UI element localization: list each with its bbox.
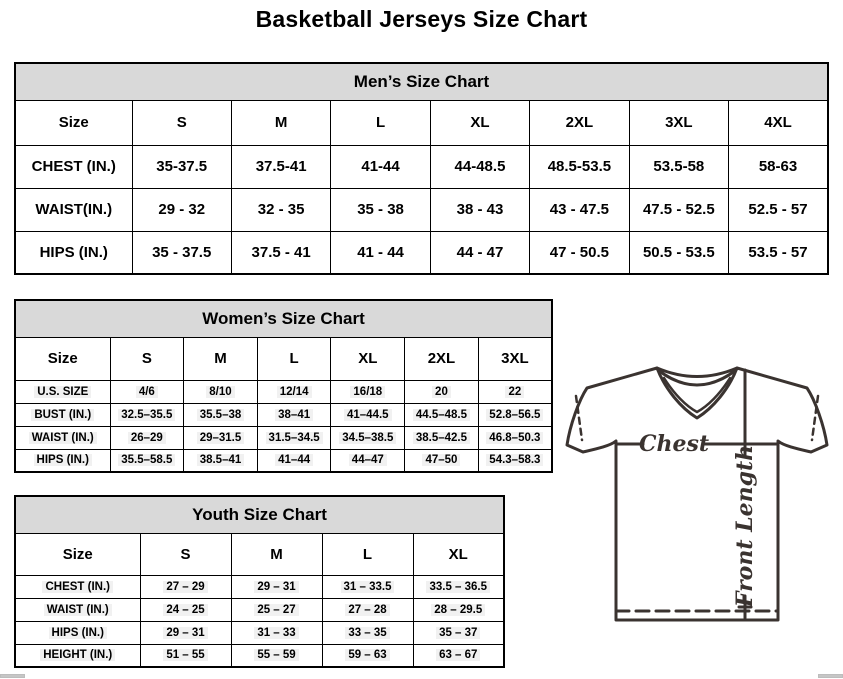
cell-text: 38–41 — [275, 409, 313, 421]
size-cell — [231, 644, 322, 667]
table-title: Men’s Size Chart — [15, 63, 828, 100]
column-header: S — [140, 533, 231, 575]
table-row — [15, 598, 504, 621]
table-row — [15, 188, 828, 231]
cell-text: 38.5–42.5 — [413, 432, 470, 444]
cell-text: 4/6 — [136, 386, 158, 398]
size-cell — [184, 426, 258, 449]
row-label — [15, 598, 140, 621]
size-cell — [184, 380, 258, 403]
column-header: 3XL — [478, 337, 552, 380]
chest-label: Chest — [638, 431, 710, 457]
size-cell — [140, 644, 231, 667]
column-header: 3XL — [629, 100, 728, 145]
size-cell: 32 - 35 — [231, 188, 330, 231]
column-header: M — [231, 100, 330, 145]
cell-text: HIPS (IN.) — [34, 454, 92, 466]
size-cell: 47.5 - 52.5 — [629, 188, 728, 231]
table-title-row — [15, 496, 504, 533]
cell-text: 27 – 28 — [345, 604, 389, 616]
cell-text: 35.5–38 — [197, 409, 245, 421]
column-header: XL — [430, 100, 529, 145]
row-label — [15, 426, 110, 449]
table-title-row — [15, 63, 828, 100]
size-cell — [257, 426, 331, 449]
column-header: XL — [413, 533, 504, 575]
cell-text: U.S. SIZE — [34, 386, 91, 398]
size-cell — [478, 449, 552, 472]
cell-text: 59 – 63 — [345, 649, 389, 661]
size-cell — [322, 644, 413, 667]
column-header: 4XL — [729, 100, 828, 145]
size-cell — [140, 598, 231, 621]
scrollbar-thumb-left[interactable] — [0, 674, 25, 678]
cell-text: 29 – 31 — [163, 627, 207, 639]
size-cell: 44 - 47 — [430, 231, 529, 274]
size-cell — [110, 380, 184, 403]
row-label: HIPS (IN.) — [15, 231, 132, 274]
row-label: CHEST (IN.) — [15, 145, 132, 188]
size-cell: 53.5-58 — [629, 145, 728, 188]
column-header: L — [257, 337, 331, 380]
size-cell — [331, 380, 405, 403]
size-cell: 43 - 47.5 — [530, 188, 629, 231]
womens-size-table — [14, 299, 553, 473]
cell-text: 35.5–58.5 — [118, 454, 175, 466]
column-header: 2XL — [405, 337, 479, 380]
size-cell: 35 - 37.5 — [132, 231, 231, 274]
size-cell: 35-37.5 — [132, 145, 231, 188]
column-header: S — [110, 337, 184, 380]
size-cell: 52.5 - 57 — [729, 188, 828, 231]
size-cell: 35 - 38 — [331, 188, 430, 231]
row-label — [15, 380, 110, 403]
row-label — [15, 403, 110, 426]
cell-text: 33 – 35 — [345, 627, 389, 639]
cell-text: 63 – 67 — [436, 649, 480, 661]
size-cell — [257, 449, 331, 472]
cell-text: 47–50 — [422, 454, 460, 466]
size-cell — [110, 426, 184, 449]
cell-text: 41–44 — [275, 454, 313, 466]
size-cell — [231, 575, 322, 598]
size-cell — [110, 403, 184, 426]
size-cell: 29 - 32 — [132, 188, 231, 231]
size-cell — [413, 621, 504, 644]
cell-text: WAIST (IN.) — [29, 432, 97, 444]
cell-text: 44–47 — [349, 454, 387, 466]
table-row — [15, 231, 828, 274]
row-label — [15, 575, 140, 598]
size-cell: 47 - 50.5 — [530, 231, 629, 274]
cell-text: 41–44.5 — [344, 409, 392, 421]
mens-size-table — [14, 62, 829, 275]
size-cell — [331, 403, 405, 426]
cell-text: 27 – 29 — [163, 581, 207, 593]
size-cell — [331, 449, 405, 472]
collar-arc-outer — [657, 368, 737, 377]
front-length-label: Front Length — [732, 444, 758, 608]
cell-text: HIPS (IN.) — [49, 627, 107, 639]
size-cell — [413, 644, 504, 667]
size-cell — [140, 621, 231, 644]
cell-text: 31 – 33.5 — [341, 581, 395, 593]
size-cell: 53.5 - 57 — [729, 231, 828, 274]
size-cell — [140, 575, 231, 598]
cell-text: 16/18 — [350, 386, 385, 398]
table-row — [15, 145, 828, 188]
size-cell — [184, 449, 258, 472]
cell-text: WAIST (IN.) — [44, 604, 112, 616]
size-cell — [478, 403, 552, 426]
cell-text: 29 – 31 — [254, 581, 298, 593]
size-cell: 44-48.5 — [430, 145, 529, 188]
cell-text: 54.3–58.3 — [486, 454, 543, 466]
table-title-row — [15, 300, 552, 337]
row-label — [15, 644, 140, 667]
cell-text: 35 – 37 — [436, 627, 480, 639]
column-header: XL — [331, 337, 405, 380]
row-label: WAIST(IN.) — [15, 188, 132, 231]
size-header-row — [15, 100, 828, 145]
size-corner-header: Size — [15, 100, 132, 145]
table-row — [15, 403, 552, 426]
table-row — [15, 575, 504, 598]
youth-size-table — [14, 495, 505, 668]
size-corner-header: Size — [15, 337, 110, 380]
cell-text: BUST (IN.) — [31, 409, 94, 421]
size-cell — [184, 403, 258, 426]
column-header: L — [322, 533, 413, 575]
size-cell: 37.5 - 41 — [231, 231, 330, 274]
cell-text: 55 – 59 — [254, 649, 298, 661]
cell-text: 8/10 — [206, 386, 234, 398]
size-cell — [331, 426, 405, 449]
table-row — [15, 426, 552, 449]
cell-text: 24 – 25 — [163, 604, 207, 616]
cell-text: 51 – 55 — [163, 649, 207, 661]
size-header-row — [15, 533, 504, 575]
size-corner-header: Size — [15, 533, 140, 575]
size-cell — [231, 621, 322, 644]
table-title: Youth Size Chart — [15, 496, 504, 533]
cell-text: 34.5–38.5 — [339, 432, 396, 444]
size-cell: 38 - 43 — [430, 188, 529, 231]
page-title: Basketball Jerseys Size Chart — [255, 6, 588, 32]
column-header: M — [184, 337, 258, 380]
size-cell: 58-63 — [729, 145, 828, 188]
size-cell: 41 - 44 — [331, 231, 430, 274]
size-cell — [110, 449, 184, 472]
column-header: S — [132, 100, 231, 145]
cell-text: 31.5–34.5 — [266, 432, 323, 444]
scrollbar-thumb-right[interactable] — [818, 674, 843, 678]
cell-text: 31 – 33 — [254, 627, 298, 639]
cell-text: 32.5–35.5 — [118, 409, 175, 421]
size-cell — [405, 403, 479, 426]
column-header: L — [331, 100, 430, 145]
size-cell — [405, 426, 479, 449]
size-cell — [322, 575, 413, 598]
cell-text: 25 – 27 — [254, 604, 298, 616]
table-row — [15, 621, 504, 644]
size-cell — [478, 380, 552, 403]
cell-text: 28 – 29.5 — [431, 604, 485, 616]
table-row — [15, 644, 504, 667]
cell-text: HEIGHT (IN.) — [40, 649, 115, 661]
size-cell — [478, 426, 552, 449]
cell-text: 20 — [432, 386, 451, 398]
size-cell — [231, 598, 322, 621]
size-cell: 37.5-41 — [231, 145, 330, 188]
size-cell — [413, 575, 504, 598]
size-header-row — [15, 337, 552, 380]
jersey-diagram — [555, 355, 843, 645]
size-cell — [257, 380, 331, 403]
cell-text: 33.5 – 36.5 — [426, 581, 490, 593]
jersey-outline-path — [567, 368, 827, 620]
cell-text: 44.5–48.5 — [413, 409, 470, 421]
size-cell — [405, 380, 479, 403]
cell-text: 29–31.5 — [197, 432, 245, 444]
row-label — [15, 449, 110, 472]
cell-text: 52.8–56.5 — [486, 409, 543, 421]
column-header: 2XL — [530, 100, 629, 145]
size-cell — [405, 449, 479, 472]
cell-text: 38.5–41 — [197, 454, 245, 466]
size-cell: 41-44 — [331, 145, 430, 188]
size-cell — [413, 598, 504, 621]
table-row — [15, 449, 552, 472]
row-label — [15, 621, 140, 644]
size-cell — [257, 403, 331, 426]
cell-text: CHEST (IN.) — [42, 581, 113, 593]
size-cell — [322, 598, 413, 621]
table-row — [15, 380, 552, 403]
cell-text: 12/14 — [277, 386, 312, 398]
cell-text: 26–29 — [128, 432, 166, 444]
table-title: Women’s Size Chart — [15, 300, 552, 337]
size-cell: 48.5-53.5 — [530, 145, 629, 188]
size-cell: 50.5 - 53.5 — [629, 231, 728, 274]
cell-text: 46.8–50.3 — [486, 432, 543, 444]
column-header: M — [231, 533, 322, 575]
size-cell — [322, 621, 413, 644]
cell-text: 22 — [505, 386, 524, 398]
